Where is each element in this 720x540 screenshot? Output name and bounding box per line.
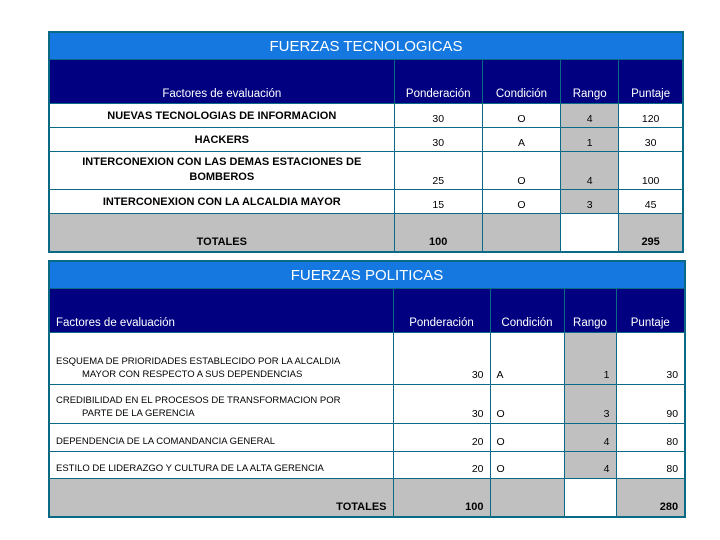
header-rango: Rango	[564, 289, 616, 333]
condicion-cell: O	[490, 452, 564, 479]
condicion-cell: O	[482, 152, 560, 190]
condicion-cell: O	[482, 104, 560, 128]
totals-condicion-empty	[490, 479, 564, 518]
ponderacion-cell: 25	[394, 152, 482, 190]
factor-cell	[49, 452, 393, 479]
header-puntaje: Puntaje	[619, 60, 683, 104]
condicion-cell: O	[490, 424, 564, 452]
header-puntaje: Puntaje	[616, 289, 685, 333]
ponderacion-cell: 30	[394, 128, 482, 152]
totals-ponderacion: 100	[393, 479, 490, 518]
rango-cell: 4	[561, 104, 619, 128]
totals-rango-empty	[561, 214, 619, 253]
rango-cell: 1	[561, 128, 619, 152]
factor-cell: INTERCONEXION CON LA ALCALDIA MAYOR	[49, 190, 394, 214]
factor-cell: NUEVAS TECNOLOGIAS DE INFORMACION	[49, 104, 394, 128]
table-row	[49, 333, 685, 385]
factor-line-1: ESQUEMA DE PRIORIDADES ESTABLECIDO POR LA ALCALDIA	[56, 356, 341, 367]
table-row	[49, 128, 683, 152]
factor-line-1: CREDIBILIDAD EN EL PROCESOS DE TRANSFORMACION POR	[56, 395, 341, 406]
rango-cell: 3	[564, 385, 616, 424]
rango-cell: 4	[564, 452, 616, 479]
header-ponderacion: Ponderación	[393, 289, 490, 333]
rango-cell: 3	[561, 190, 619, 214]
puntaje-cell: 90	[616, 385, 685, 424]
totals-rango-empty	[564, 479, 616, 518]
ponderacion-cell: 15	[394, 190, 482, 214]
condicion-cell: O	[490, 385, 564, 424]
table-title: FUERZAS TECNOLOGICAS	[49, 32, 683, 60]
factor-cell	[49, 333, 393, 385]
table-row	[49, 452, 685, 479]
totals-label: TOTALES	[49, 479, 393, 518]
totals-condicion-empty	[482, 214, 560, 253]
totals-puntaje: 280	[616, 479, 685, 518]
header-condicion: Condición	[482, 60, 560, 104]
ponderacion-cell: 20	[393, 424, 490, 452]
header-factor: Factores de evaluación	[49, 60, 394, 104]
condicion-cell: A	[482, 128, 560, 152]
totals-row	[49, 479, 685, 518]
factor-line-1: DEPENDENCIA DE LA COMANDANCIA GENERAL	[56, 436, 276, 447]
puntaje-cell: 80	[616, 424, 685, 452]
factor-line-1: ESTILO DE LIDERAZGO Y CULTURA DE LA ALTA GERENCIA	[56, 463, 324, 474]
ponderacion-cell: 30	[393, 385, 490, 424]
puntaje-cell: 120	[619, 104, 683, 128]
header-factor: Factores de evaluación	[49, 289, 393, 333]
ponderacion-cell: 30	[394, 104, 482, 128]
factor-line-2: PARTE DE LA GERENCIA	[82, 408, 195, 419]
ponderacion-cell: 30	[393, 333, 490, 385]
table-row	[49, 385, 685, 424]
totals-label: TOTALES	[49, 214, 394, 253]
rango-cell: 1	[564, 333, 616, 385]
puntaje-cell: 80	[616, 452, 685, 479]
totals-puntaje: 295	[619, 214, 683, 253]
header-ponderacion: Ponderación	[394, 60, 482, 104]
table-title: FUERZAS POLITICAS	[49, 261, 685, 289]
fuerzas-politicas-table	[48, 260, 686, 518]
factor-cell: INTERCONEXION CON LAS DEMAS ESTACIONES DE BOMBEROS	[49, 152, 394, 190]
condicion-cell: O	[482, 190, 560, 214]
table-row	[49, 152, 683, 190]
puntaje-cell: 30	[619, 128, 683, 152]
puntaje-cell: 100	[619, 152, 683, 190]
table-row	[49, 190, 683, 214]
factor-line-2: MAYOR CON RESPECTO A SUS DEPENDENCIAS	[82, 369, 303, 380]
totals-row	[49, 214, 683, 253]
totals-ponderacion: 100	[394, 214, 482, 253]
puntaje-cell: 30	[616, 333, 685, 385]
header-condicion: Condición	[490, 289, 564, 333]
header-rango: Rango	[561, 60, 619, 104]
factor-cell: HACKERS	[49, 128, 394, 152]
rango-cell: 4	[564, 424, 616, 452]
factor-cell	[49, 385, 393, 424]
table-row	[49, 424, 685, 452]
condicion-cell: A	[490, 333, 564, 385]
fuerzas-tecnologicas-table	[48, 31, 684, 253]
rango-cell: 4	[561, 152, 619, 190]
ponderacion-cell: 20	[393, 452, 490, 479]
factor-cell	[49, 424, 393, 452]
table-row	[49, 104, 683, 128]
puntaje-cell: 45	[619, 190, 683, 214]
